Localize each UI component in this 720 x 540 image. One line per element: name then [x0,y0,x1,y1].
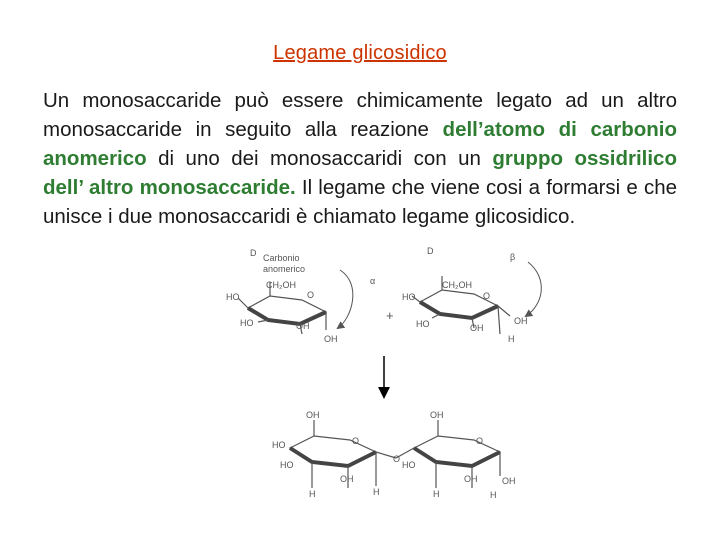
anomeric-label-line1: Carbonio [263,253,300,263]
ring-oxygen-right: O [483,291,491,301]
ch2oh-right: CH₂OH [442,280,472,290]
plus-sign: + [386,308,394,323]
text-part-2: di uno dei monosaccaridi con un [146,147,493,170]
ho-right-2: HO [416,319,430,329]
ho-right-1: HO [402,292,416,302]
ho-di-1: HO [272,440,286,450]
ring-oxygen-left: O [307,290,315,300]
beta-label: β [510,252,516,262]
anomeric-arrow-right [526,262,541,316]
anomeric-arrow-left [338,270,353,328]
h-di-3: H [433,489,440,499]
d-label-left: D [250,248,257,258]
alpha-label: α [370,276,376,286]
ch2oh-left: CH₂OH [266,280,296,290]
oh-right-1: OH [470,323,484,333]
glycosidic-bond-diagram [0,230,720,540]
ho-left-2: HO [240,318,254,328]
h-di-1: H [309,489,316,499]
oh-di-1: OH [306,410,320,420]
oh-right-anomeric: OH [514,316,528,326]
oh-left-anomeric: OH [324,334,338,344]
h-right: H [508,334,515,344]
oh-di-3: OH [340,474,354,484]
h-di-4: H [490,490,497,500]
d-label-right: D [427,246,434,256]
ho-di-3: HO [402,460,416,470]
definition-paragraph [43,86,677,231]
slide-title: Legame glicosidico [273,42,447,64]
h-di-2: H [373,487,380,497]
anomeric-carbon-emphasis: dell’atomo di carbonio anomerico [43,118,678,170]
hydroxyl-group-emphasis: gruppo ossidrilico dell’ altro monosaccaride. [43,147,677,199]
ho-di-2: HO [280,460,294,470]
oh-di-2: OH [430,410,444,420]
text-part-1: Un monosaccaride può essere chimicamente legato ad un altro monosaccaride in seguito alla reazione [43,89,677,141]
ring-oxygen-di-1: O [352,436,360,446]
ring-oxygen-di-2: O [476,436,484,446]
glycosidic-oxygen: O [393,454,401,464]
oh-di-5: OH [502,476,516,486]
ho-left-1: HO [226,292,240,302]
anomeric-label-line2: anomerico [263,264,306,274]
text-part-3: Il legame che viene cosi a formarsi e che unisce i due monosaccaridi è chiamato legame glicosidico. [43,176,677,228]
oh-left-1: OH [296,321,310,331]
oh-di-4: OH [464,474,478,484]
